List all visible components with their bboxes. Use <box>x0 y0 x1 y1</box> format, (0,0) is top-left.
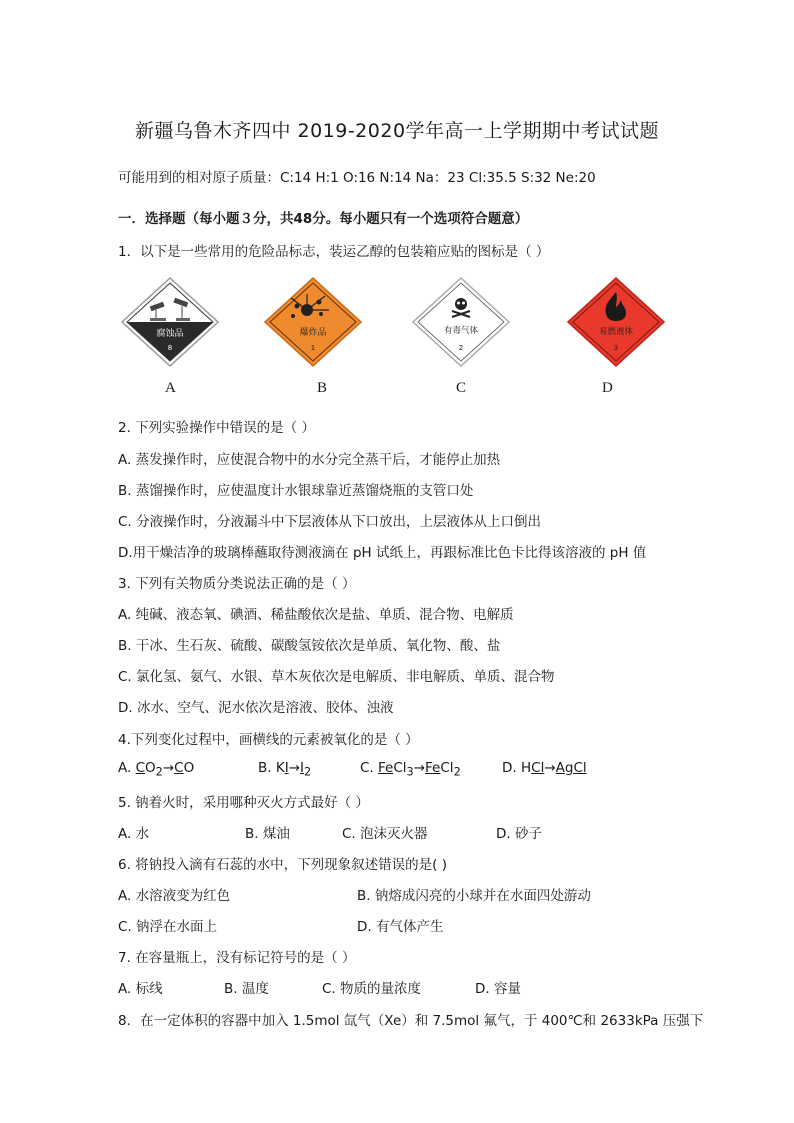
question-6-stem: 6. 将钠投入滴有石蕊的水中，下列现象叙述错误的是( ) <box>118 857 447 873</box>
question-4-option-d <box>502 760 587 776</box>
question-5-option-a: A. 水 <box>118 826 150 842</box>
sign-b-label: 爆炸品 <box>299 328 327 338</box>
sign-b-letter: B <box>317 380 328 396</box>
sign-c-letter: C <box>456 380 467 396</box>
question-4-stem: 4.下列变化过程中，画横线的元素被氧化的是（ ） <box>118 732 419 748</box>
question-8-stem: 8．在一定体积的容器中加入 1.5mol 氙气（Xe）和 7.5mol 氟气，于 400℃和 2633kPa 压强下 <box>118 1013 704 1029</box>
question-7-option-a: A. 标线 <box>118 981 163 997</box>
sign-a-letter: A <box>165 380 176 396</box>
q4-c-sub-1: 3 <box>406 765 414 779</box>
q4-d-arrow: → <box>544 760 556 776</box>
page-title: 新疆乌鲁木齐四中 2019-2020学年高一上学期期中考试试题 <box>134 120 660 142</box>
q4-a-prefix: A. <box>118 760 136 776</box>
question-3-option-d: D. 冰水、空气、泥水依次是溶液、胶体、浊液 <box>118 700 394 716</box>
sign-d-number: 3 <box>613 344 619 352</box>
corrosive-sign-icon <box>120 276 220 368</box>
question-1-stem: 1．以下是一些常用的危险品标志，装运乙醇的包装箱应贴的图标是（ ） <box>118 244 550 260</box>
question-4-option-a <box>118 760 194 779</box>
sign-c-label: 有毒气体 <box>443 326 478 336</box>
question-6-option-d: D. 有气体产生 <box>357 919 444 935</box>
question-2-option-d: D.用干燥洁净的玻璃棒蘸取待测液滴在 pH 试纸上，再跟标准比色卡比得该溶液的 pH 值 <box>118 545 647 561</box>
question-3-option-a: A. 纯碱、液态氧、碘酒、稀盐酸依次是盐、单质、混合物、电解质 <box>118 607 514 623</box>
q4-d-underlined-1: Cl <box>531 760 545 776</box>
question-5-option-c: C. 泡沫灭火器 <box>342 826 428 842</box>
q4-b-arrow: → <box>288 760 300 776</box>
q4-d-prefix: D. H <box>502 760 532 776</box>
question-5-option-b: B. 煤油 <box>245 826 290 842</box>
q4-b-prefix: B. K <box>258 760 285 776</box>
atomic-masses: 可能用到的相对原子质量：C:14 H:1 O:16 N:14 Na：23 Cl:35.5 S:32 Ne:20 <box>118 170 596 186</box>
q4-c-mid-2: Cl <box>440 760 454 776</box>
question-6-option-b: B. 钠熔成闪亮的小球并在水面四处游动 <box>357 888 591 904</box>
sign-a-label: 腐蚀品 <box>156 329 184 339</box>
q4-a-sub-1: 2 <box>155 765 163 779</box>
q4-a-underlined-1: C <box>135 760 146 776</box>
q4-c-underlined-2: Fe <box>425 760 441 776</box>
question-7-option-c: C. 物质的量浓度 <box>322 981 422 997</box>
q4-c-prefix: C. <box>360 760 379 776</box>
q4-d-underlined-2: AgCl <box>555 760 587 776</box>
q4-a-arrow: → <box>162 760 175 776</box>
q4-a-mid-2: O <box>183 760 195 776</box>
question-6-option-c: C. 钠浮在水面上 <box>118 919 218 935</box>
q4-b-underlined-2: I <box>300 760 304 776</box>
section-heading: 一．选择题（每小题３分，共48分。每小题只有一个选项符合题意） <box>118 211 529 227</box>
question-7-option-b: B. 温度 <box>224 981 269 997</box>
question-4-option-b <box>258 760 311 779</box>
q4-c-mid-1: Cl <box>393 760 407 776</box>
sign-d-label: 易燃液体 <box>598 327 633 337</box>
question-2-stem: 2. 下列实验操作中错误的是（ ） <box>118 420 315 436</box>
question-4-option-c <box>360 760 461 779</box>
q4-c-underlined-1: Fe <box>378 760 394 776</box>
sign-d-letter: D <box>602 380 613 396</box>
question-3-option-b: B. 干冰、生石灰、硫酸、碳酸氢铵依次是单质、氧化物、酸、盐 <box>118 638 501 654</box>
sign-a-number: 8 <box>167 344 173 352</box>
question-7-stem: 7. 在容量瓶上，没有标记符号的是（ ） <box>118 950 356 966</box>
question-7-option-d: D. 容量 <box>475 981 521 997</box>
question-5-option-d: D. 砂子 <box>496 826 542 842</box>
sign-c-number: 2 <box>458 344 464 352</box>
flammable-liquid-sign-icon <box>566 276 666 368</box>
explosive-sign-icon <box>263 276 363 368</box>
q4-c-sub-2: 2 <box>453 765 461 779</box>
q4-a-mid-1: O <box>145 760 156 776</box>
question-3-option-c: C. 氯化氢、氨气、水银、草木灰依次是电解质、非电解质、单质、混合物 <box>118 669 555 685</box>
toxic-gas-sign-icon <box>411 276 511 368</box>
question-2-option-c: C. 分液操作时，分液漏斗中下层液体从下口放出，上层液体从上口倒出 <box>118 514 542 530</box>
q4-a-underlined-2: C <box>174 760 184 776</box>
q4-b-sub-2: 2 <box>303 765 312 779</box>
question-2-option-b: B. 蒸馏操作时，应使温度计水银球靠近蒸馏烧瓶的支管口处 <box>118 483 474 499</box>
sign-b-number: 1 <box>310 344 316 352</box>
question-3-stem: 3. 下列有关物质分类说法正确的是（ ） <box>118 576 356 592</box>
q4-b-underlined-1: I <box>284 760 289 776</box>
question-2-option-a: A. 蒸发操作时，应使混合物中的水分完全蒸干后，才能停止加热 <box>118 452 501 468</box>
question-6-option-a: A. 水溶液变为红色 <box>118 888 231 904</box>
question-5-stem: 5. 钠着火时，采用哪种灭火方式最好（ ） <box>118 795 369 811</box>
q4-c-arrow: → <box>413 760 426 776</box>
